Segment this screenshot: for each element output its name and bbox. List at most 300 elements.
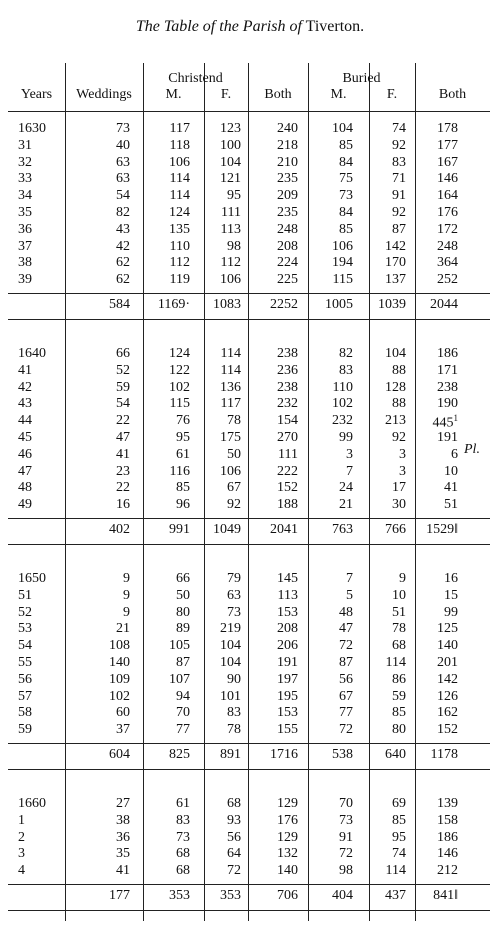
value-cell: 73 (339, 812, 353, 828)
value-cell: 61 (176, 446, 190, 462)
value-cell: 108 (109, 638, 130, 654)
year-cell: 57 (18, 688, 32, 704)
footnote-mark: 1 (453, 413, 458, 424)
value-cell: 56 (339, 671, 353, 687)
year-cell: 39 (18, 272, 32, 288)
value-cell: 167 (437, 154, 458, 170)
value-cell: 70 (176, 705, 190, 721)
total-cell: 584 (109, 297, 130, 312)
value-cell: 78 (227, 722, 241, 738)
value-cell: 238 (277, 346, 298, 361)
value-cell: 117 (169, 121, 190, 136)
value-cell: 137 (385, 272, 406, 288)
value-cell: 62 (116, 272, 130, 288)
value-cell: 152 (277, 480, 298, 496)
value-cell: 191 (437, 430, 458, 445)
value-cell: 102 (109, 688, 130, 704)
value-cell: 155 (277, 722, 298, 738)
year-cell: 53 (18, 621, 32, 637)
value-cell: 106 (332, 238, 353, 254)
value-cell: 74 (392, 121, 406, 136)
value-cell: 83 (392, 154, 406, 170)
totals-rule-top (8, 884, 490, 885)
total-cell: 2252 (270, 297, 298, 312)
value-cell: 52 (116, 362, 130, 378)
value-cell: 9 (123, 587, 130, 603)
header-buried: Buried (342, 71, 381, 86)
year-cell: 37 (18, 238, 32, 254)
value-cell: 248 (437, 238, 458, 254)
value-cell: 67 (339, 688, 353, 704)
value-cell: 88 (392, 362, 406, 378)
value-cell: 89 (176, 621, 190, 637)
value-cell: 72 (339, 722, 353, 738)
value-cell: 104 (332, 121, 353, 136)
value-cell: 114 (169, 171, 190, 187)
value-cell: 102 (169, 379, 190, 395)
value-cell: 140 (437, 638, 458, 654)
value-cell: 212 (437, 863, 458, 879)
year-cell: 46 (18, 446, 32, 462)
value-cell: 218 (277, 137, 298, 153)
column-rule (248, 63, 249, 921)
value-cell: 93 (227, 812, 241, 828)
value-cell: 152 (437, 722, 458, 738)
value-cell: 111 (278, 446, 298, 462)
value-cell: 48 (339, 604, 353, 620)
value-cell: 72 (227, 863, 241, 879)
value-cell: 142 (385, 238, 406, 254)
value-cell: 94 (176, 688, 190, 704)
value-cell: 9 (399, 571, 406, 586)
value-cell: 235 (277, 171, 298, 187)
value-cell: 79 (227, 571, 241, 586)
value-cell: 119 (169, 272, 190, 288)
total-cell: 402 (109, 522, 130, 537)
value-cell: 68 (176, 863, 190, 879)
value-cell: 91 (392, 188, 406, 204)
total-cell: 1716 (270, 747, 298, 762)
value-cell: 27 (116, 796, 130, 811)
value-cell: 178 (437, 121, 458, 136)
value-cell: 17 (392, 480, 406, 496)
value-cell: 208 (277, 238, 298, 254)
totals-rule-bottom (8, 544, 490, 545)
value-cell: 109 (109, 671, 130, 687)
value-cell: 110 (169, 238, 190, 254)
column-rule (143, 63, 144, 921)
value-cell: 41 (444, 480, 458, 496)
value-cell: 186 (437, 346, 458, 361)
total-cell: 404 (332, 888, 353, 903)
value-cell: 172 (437, 221, 458, 237)
value-cell: 153 (277, 705, 298, 721)
value-cell: 248 (277, 221, 298, 237)
value-cell: $445^1$ (432, 413, 458, 431)
value-cell: 106 (169, 154, 190, 170)
value-cell: 73 (339, 188, 353, 204)
value-cell: 98 (227, 238, 241, 254)
year-cell: 1 (18, 812, 25, 828)
totals-rule-top (8, 743, 490, 744)
value-cell: 36 (116, 829, 130, 845)
value-cell: 41 (116, 446, 130, 462)
value-cell: 104 (220, 154, 241, 170)
value-cell: 24 (339, 480, 353, 496)
year-cell: 45 (18, 430, 32, 445)
value-cell: 112 (169, 255, 190, 271)
value-cell: 240 (277, 121, 298, 136)
year-cell: 48 (18, 480, 32, 496)
title-text: The Table of the Parish of (135, 18, 302, 35)
value-cell: 7 (346, 463, 353, 479)
value-cell: 6 (451, 446, 458, 462)
value-cell: 111 (221, 205, 241, 220)
value-cell: 59 (116, 379, 130, 395)
column-rule (204, 63, 205, 921)
value-cell: 117 (220, 396, 241, 412)
total-cell: 706 (277, 888, 298, 903)
value-cell: 124 (169, 205, 190, 220)
value-cell: 177 (437, 137, 458, 153)
value-cell: 68 (227, 796, 241, 811)
value-cell: 114 (385, 863, 406, 879)
header-weddings: Weddings (76, 87, 132, 102)
value-cell: 115 (169, 396, 190, 412)
year-cell: 43 (18, 396, 32, 412)
year-cell: 42 (18, 379, 32, 395)
header-christend-m: M. (165, 87, 182, 102)
year-cell: 1640 (18, 346, 46, 361)
value-cell: 95 (176, 430, 190, 445)
value-cell: 104 (220, 638, 241, 654)
margin-note: Pl. (464, 442, 480, 457)
total-cell: 437 (385, 888, 406, 903)
value-cell: 16 (444, 571, 458, 586)
value-cell: 88 (392, 396, 406, 412)
total-cell: 1529‖ (426, 522, 458, 537)
total-cell: 640 (385, 747, 406, 762)
value-cell: 222 (277, 463, 298, 479)
value-cell: 72 (339, 846, 353, 862)
value-cell: 270 (277, 430, 298, 445)
total-cell: 891 (220, 747, 241, 762)
value-cell: 54 (116, 396, 130, 412)
year-cell: 54 (18, 638, 32, 654)
value-cell: 191 (277, 655, 298, 670)
value-cell: 76 (176, 413, 190, 429)
value-cell: 61 (176, 796, 190, 811)
value-cell: 176 (277, 812, 298, 828)
value-cell: 123 (220, 121, 241, 136)
value-cell: 73 (116, 121, 130, 136)
value-cell: 21 (339, 497, 353, 513)
value-cell: 113 (220, 221, 241, 237)
totals-rule-top (8, 518, 490, 519)
totals-rule-bottom (8, 769, 490, 770)
value-cell: 47 (116, 430, 130, 445)
value-cell: 54 (116, 188, 130, 204)
year-cell: 2 (18, 829, 25, 845)
value-cell: 153 (277, 604, 298, 620)
value-cell: 63 (116, 154, 130, 170)
column-rule (415, 63, 416, 921)
value-cell: 41 (116, 863, 130, 879)
value-cell: 91 (339, 829, 353, 845)
column-rule (308, 63, 309, 921)
value-cell: 99 (339, 430, 353, 445)
value-cell: 74 (392, 846, 406, 862)
value-cell: 116 (169, 463, 190, 479)
value-cell: 59 (392, 688, 406, 704)
value-cell: 146 (437, 846, 458, 862)
value-cell: 87 (339, 655, 353, 670)
value-cell: 73 (227, 604, 241, 620)
value-cell: 3 (346, 446, 353, 462)
value-cell: 154 (277, 413, 298, 429)
value-cell: 142 (437, 671, 458, 687)
value-cell: 145 (277, 571, 298, 586)
value-cell: 206 (277, 638, 298, 654)
year-cell: 32 (18, 154, 32, 170)
value-cell: 84 (339, 154, 353, 170)
value-cell: 78 (227, 413, 241, 429)
value-cell: 77 (339, 705, 353, 721)
value-cell: 225 (277, 272, 298, 288)
value-cell: 87 (392, 221, 406, 237)
value-cell: 10 (444, 463, 458, 479)
value-cell: 85 (392, 705, 406, 721)
value-cell: 75 (339, 171, 353, 187)
header-rule (8, 111, 490, 112)
header-buried-m: M. (330, 87, 347, 102)
value-cell: 73 (176, 829, 190, 845)
title-place: Tiverton. (305, 18, 365, 35)
year-cell: 1660 (18, 796, 46, 811)
total-cell: 1039 (378, 297, 406, 312)
value-cell: 213 (385, 413, 406, 429)
total-cell: 1005 (325, 297, 353, 312)
year-cell: 33 (18, 171, 32, 187)
value-cell: 104 (220, 655, 241, 670)
value-cell: 7 (346, 571, 353, 586)
total-cell: 538 (332, 747, 353, 762)
value-cell: 224 (277, 255, 298, 271)
value-cell: 30 (392, 497, 406, 513)
parish-table (8, 63, 490, 921)
value-cell: 40 (116, 137, 130, 153)
value-cell: 38 (116, 812, 130, 828)
value-cell: 50 (227, 446, 241, 462)
year-cell: 55 (18, 655, 32, 670)
value-cell: 219 (220, 621, 241, 637)
year-cell: 41 (18, 362, 32, 378)
value-cell: 135 (169, 221, 190, 237)
value-cell: 37 (116, 722, 130, 738)
total-cell: 841‖ (433, 888, 458, 903)
total-cell: 2041 (270, 522, 298, 537)
total-cell: 825 (169, 747, 190, 762)
value-cell: 64 (227, 846, 241, 862)
total-cell: 766 (385, 522, 406, 537)
value-cell: 66 (116, 346, 130, 361)
value-cell: 132 (277, 846, 298, 862)
year-cell: 4 (18, 863, 25, 879)
value-cell: 364 (437, 255, 458, 271)
column-rule (369, 63, 370, 921)
value-cell: 92 (392, 137, 406, 153)
value-cell: 121 (220, 171, 241, 187)
totals-rule-top (8, 293, 490, 294)
total-cell: 2044 (430, 297, 458, 312)
value-cell: 86 (392, 671, 406, 687)
value-cell: 186 (437, 829, 458, 845)
value-cell: 23 (116, 463, 130, 479)
value-cell: 63 (116, 171, 130, 187)
value-cell: 67 (227, 480, 241, 496)
value-cell: 114 (169, 188, 190, 204)
value-cell: 68 (392, 638, 406, 654)
value-cell: 238 (277, 379, 298, 395)
value-cell: 83 (176, 812, 190, 828)
year-cell: 3 (18, 846, 25, 862)
value-cell: 15 (444, 587, 458, 603)
value-cell: 63 (227, 587, 241, 603)
value-cell: 5 (346, 587, 353, 603)
value-cell: 85 (339, 221, 353, 237)
page-title (0, 18, 500, 36)
value-cell: 201 (437, 655, 458, 670)
value-cell: 92 (227, 497, 241, 513)
value-cell: 158 (437, 812, 458, 828)
value-cell: 95 (392, 829, 406, 845)
year-cell: 59 (18, 722, 32, 738)
value-cell: 82 (339, 346, 353, 361)
value-cell: 140 (277, 863, 298, 879)
value-cell: 50 (176, 587, 190, 603)
value-cell: 208 (277, 621, 298, 637)
value-cell: 107 (169, 671, 190, 687)
value-cell: 87 (176, 655, 190, 670)
header-christend-both: Both (264, 87, 292, 102)
totals-rule-bottom (8, 910, 490, 911)
value-cell: 114 (220, 346, 241, 361)
totals-rule-bottom (8, 319, 490, 320)
value-cell: 66 (176, 571, 190, 586)
value-cell: 209 (277, 188, 298, 204)
value-cell: 35 (116, 846, 130, 862)
value-cell: 43 (116, 221, 130, 237)
value-cell: 9 (123, 571, 130, 586)
value-cell: 95 (227, 188, 241, 204)
year-cell: 51 (18, 587, 32, 603)
value-cell: 146 (437, 171, 458, 187)
value-cell: 175 (220, 430, 241, 445)
value-cell: 92 (392, 430, 406, 445)
total-cell: 991 (169, 522, 190, 537)
value-cell: 112 (220, 255, 241, 271)
total-cell: 604 (109, 747, 130, 762)
value-cell: 136 (220, 379, 241, 395)
value-cell: 69 (392, 796, 406, 811)
value-cell: 140 (109, 655, 130, 670)
value-cell: 125 (437, 621, 458, 637)
value-cell: 51 (444, 497, 458, 513)
value-cell: 210 (277, 154, 298, 170)
value-cell: 104 (385, 346, 406, 361)
value-cell: 129 (277, 796, 298, 811)
value-cell: 3 (399, 446, 406, 462)
value-cell: 190 (437, 396, 458, 412)
header-buried-f: F. (386, 87, 398, 102)
value-cell: 77 (176, 722, 190, 738)
value-cell: 82 (116, 205, 130, 220)
value-cell: 83 (227, 705, 241, 721)
value-cell: 47 (339, 621, 353, 637)
value-cell: 232 (332, 413, 353, 429)
value-cell: 70 (339, 796, 353, 811)
total-cell: 1083 (213, 297, 241, 312)
year-cell: 34 (18, 188, 32, 204)
header-buried-both: Both (438, 87, 467, 102)
total-cell: 353 (220, 888, 241, 903)
column-rule (65, 63, 66, 921)
header-years: Years (20, 87, 53, 102)
value-cell: 56 (227, 829, 241, 845)
value-cell: 113 (277, 587, 298, 603)
value-cell: 51 (392, 604, 406, 620)
value-cell: 235 (277, 205, 298, 220)
value-cell: 101 (220, 688, 241, 704)
value-cell: 42 (116, 238, 130, 254)
value-cell: 126 (437, 688, 458, 704)
year-cell: 36 (18, 221, 32, 237)
year-cell: 44 (18, 413, 32, 429)
value-cell: 164 (437, 188, 458, 204)
value-cell: 9 (123, 604, 130, 620)
value-cell: 188 (277, 497, 298, 513)
value-cell: 92 (392, 205, 406, 220)
total-cell: 353 (169, 888, 190, 903)
value-cell: 85 (339, 137, 353, 153)
value-cell: 128 (385, 379, 406, 395)
year-cell: 1630 (18, 121, 46, 136)
value-cell: 139 (437, 796, 458, 811)
year-cell: 38 (18, 255, 32, 271)
value-cell: 197 (277, 671, 298, 687)
value-cell: 232 (277, 396, 298, 412)
value-cell: 170 (385, 255, 406, 271)
value-cell: 252 (437, 272, 458, 288)
value-cell: 68 (176, 846, 190, 862)
value-cell: 176 (437, 205, 458, 220)
header-christend: Christend (168, 71, 223, 86)
value-cell: 85 (176, 480, 190, 496)
value-cell: 236 (277, 362, 298, 378)
value-cell: 85 (392, 812, 406, 828)
value-cell: 3 (399, 463, 406, 479)
value-cell: 102 (332, 396, 353, 412)
value-cell: 78 (392, 621, 406, 637)
value-cell: 22 (116, 413, 130, 429)
year-cell: 35 (18, 205, 32, 220)
total-cell: 763 (332, 522, 353, 537)
value-cell: 129 (277, 829, 298, 845)
value-cell: 21 (116, 621, 130, 637)
year-cell: 47 (18, 463, 32, 479)
value-cell: 105 (169, 638, 190, 654)
year-cell: 52 (18, 604, 32, 620)
